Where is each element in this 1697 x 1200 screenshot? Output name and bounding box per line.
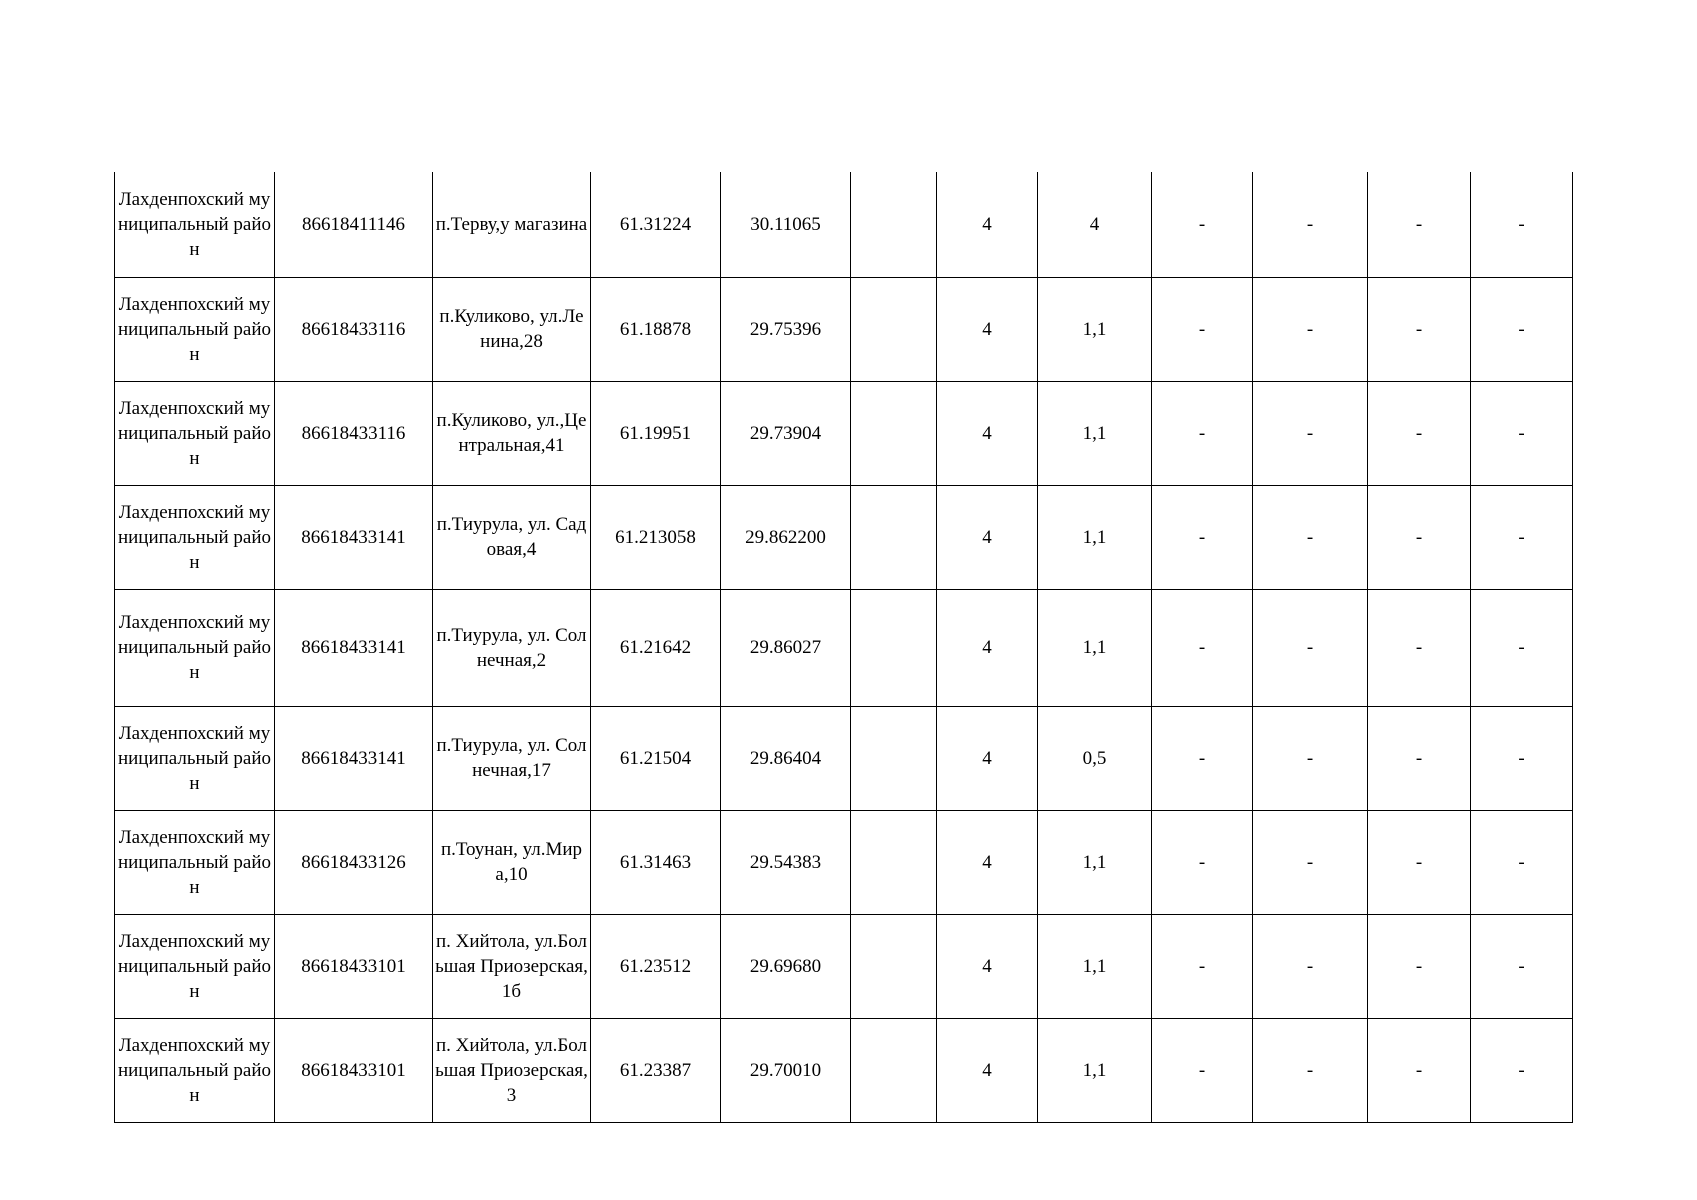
dash-cell: - (1253, 1018, 1368, 1122)
dash-cell: - (1253, 381, 1368, 485)
longitude-cell: 29.86027 (721, 589, 851, 706)
blank-cell (851, 1018, 937, 1122)
dash-cell: - (1152, 1018, 1253, 1122)
dash-cell: - (1368, 914, 1471, 1018)
table-row (115, 1018, 1573, 1122)
district-cell: Лахденпохский муниципальный район (115, 1018, 275, 1122)
table-row (115, 914, 1573, 1018)
container-count-cell: 4 (937, 277, 1038, 381)
district-cell: Лахденпохский муниципальный район (115, 381, 275, 485)
latitude-cell: 61.18878 (591, 277, 721, 381)
container-volume-cell: 1,1 (1038, 810, 1152, 914)
dash-cell: - (1152, 914, 1253, 1018)
latitude-cell: 61.31224 (591, 172, 721, 277)
dash-cell: - (1368, 485, 1471, 589)
table-row (115, 485, 1573, 589)
container-volume-cell: 1,1 (1038, 485, 1152, 589)
blank-cell (851, 589, 937, 706)
latitude-cell: 61.21642 (591, 589, 721, 706)
table-row (115, 381, 1573, 485)
dash-cell: - (1152, 381, 1253, 485)
container-count-cell: 4 (937, 914, 1038, 1018)
dash-cell: - (1471, 589, 1573, 706)
table-row (115, 172, 1573, 277)
dash-cell: - (1368, 589, 1471, 706)
container-count-cell: 4 (937, 485, 1038, 589)
dash-cell: - (1152, 277, 1253, 381)
container-volume-cell: 1,1 (1038, 589, 1152, 706)
blank-cell (851, 172, 937, 277)
container-volume-cell: 1,1 (1038, 381, 1152, 485)
dash-cell: - (1471, 810, 1573, 914)
dash-cell: - (1368, 172, 1471, 277)
address-cell: п.Тоунан, ул.Мира,10 (433, 810, 591, 914)
blank-cell (851, 914, 937, 1018)
dash-cell: - (1471, 914, 1573, 1018)
table-row (115, 277, 1573, 381)
dash-cell: - (1368, 810, 1471, 914)
address-cell: п.Куликово, ул.,Центральная,41 (433, 381, 591, 485)
dash-cell: - (1253, 485, 1368, 589)
container-volume-cell: 1,1 (1038, 277, 1152, 381)
district-cell: Лахденпохский муниципальный район (115, 914, 275, 1018)
blank-cell (851, 381, 937, 485)
dash-cell: - (1253, 706, 1368, 810)
longitude-cell: 29.75396 (721, 277, 851, 381)
container-count-cell: 4 (937, 589, 1038, 706)
address-cell: п. Хийтола, ул.Большая Приозерская, 3 (433, 1018, 591, 1122)
latitude-cell: 61.21504 (591, 706, 721, 810)
blank-cell (851, 485, 937, 589)
district-cell: Лахденпохский муниципальный район (115, 589, 275, 706)
latitude-cell: 61.213058 (591, 485, 721, 589)
oktmo-cell: 86618433101 (275, 914, 433, 1018)
blank-cell (851, 277, 937, 381)
blank-cell (851, 810, 937, 914)
dash-cell: - (1368, 277, 1471, 381)
oktmo-cell: 86618411146 (275, 172, 433, 277)
longitude-cell: 29.73904 (721, 381, 851, 485)
dash-cell: - (1471, 1018, 1573, 1122)
dash-cell: - (1253, 172, 1368, 277)
longitude-cell: 29.86404 (721, 706, 851, 810)
dash-cell: - (1471, 706, 1573, 810)
longitude-cell: 29.862200 (721, 485, 851, 589)
latitude-cell: 61.23512 (591, 914, 721, 1018)
dash-cell: - (1471, 381, 1573, 485)
latitude-cell: 61.31463 (591, 810, 721, 914)
address-cell: п.Тиурула, ул. Солнечная,17 (433, 706, 591, 810)
container-count-cell: 4 (937, 172, 1038, 277)
oktmo-cell: 86618433126 (275, 810, 433, 914)
table-row (115, 810, 1573, 914)
district-cell: Лахденпохский муниципальный район (115, 277, 275, 381)
longitude-cell: 29.54383 (721, 810, 851, 914)
dash-cell: - (1152, 706, 1253, 810)
dash-cell: - (1368, 706, 1471, 810)
address-cell: п. Хийтола, ул.Большая Приозерская, 1б (433, 914, 591, 1018)
dash-cell: - (1368, 1018, 1471, 1122)
dash-cell: - (1471, 172, 1573, 277)
table-row (115, 589, 1573, 706)
container-volume-cell: 1,1 (1038, 1018, 1152, 1122)
container-count-cell: 4 (937, 810, 1038, 914)
dash-cell: - (1152, 810, 1253, 914)
dash-cell: - (1152, 485, 1253, 589)
longitude-cell: 30.11065 (721, 172, 851, 277)
dash-cell: - (1152, 172, 1253, 277)
dash-cell: - (1253, 810, 1368, 914)
oktmo-cell: 86618433141 (275, 485, 433, 589)
container-sites-table (114, 172, 1573, 1123)
blank-cell (851, 706, 937, 810)
dash-cell: - (1152, 589, 1253, 706)
longitude-cell: 29.70010 (721, 1018, 851, 1122)
container-count-cell: 4 (937, 1018, 1038, 1122)
table-row (115, 706, 1573, 810)
dash-cell: - (1253, 914, 1368, 1018)
latitude-cell: 61.19951 (591, 381, 721, 485)
district-cell: Лахденпохский муниципальный район (115, 172, 275, 277)
district-cell: Лахденпохский муниципальный район (115, 810, 275, 914)
container-count-cell: 4 (937, 706, 1038, 810)
dash-cell: - (1471, 485, 1573, 589)
oktmo-cell: 86618433141 (275, 706, 433, 810)
address-cell: п.Терву,у магазина (433, 172, 591, 277)
container-volume-cell: 4 (1038, 172, 1152, 277)
latitude-cell: 61.23387 (591, 1018, 721, 1122)
address-cell: п.Тиурула, ул. Солнечная,2 (433, 589, 591, 706)
longitude-cell: 29.69680 (721, 914, 851, 1018)
oktmo-cell: 86618433116 (275, 381, 433, 485)
address-cell: п.Куликово, ул.Ленина,28 (433, 277, 591, 381)
district-cell: Лахденпохский муниципальный район (115, 706, 275, 810)
dash-cell: - (1368, 381, 1471, 485)
dash-cell: - (1253, 589, 1368, 706)
oktmo-cell: 86618433141 (275, 589, 433, 706)
oktmo-cell: 86618433116 (275, 277, 433, 381)
address-cell: п.Тиурула, ул. Садовая,4 (433, 485, 591, 589)
district-cell: Лахденпохский муниципальный район (115, 485, 275, 589)
dash-cell: - (1253, 277, 1368, 381)
oktmo-cell: 86618433101 (275, 1018, 433, 1122)
container-volume-cell: 1,1 (1038, 914, 1152, 1018)
container-count-cell: 4 (937, 381, 1038, 485)
dash-cell: - (1471, 277, 1573, 381)
container-volume-cell: 0,5 (1038, 706, 1152, 810)
